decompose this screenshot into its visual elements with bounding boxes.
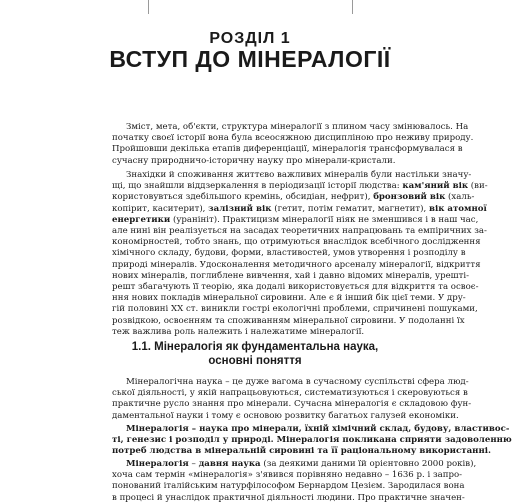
text-line: початку своєї історії вона була всеосяжною дисципліною про неживу природу. xyxy=(112,133,474,144)
text-line: хімічного складу, будови, форми, властивостей, умов утворення і розподілу в xyxy=(112,248,466,259)
term-stone-age: кам'яний вік xyxy=(402,181,469,192)
text-line: хоча сам термін «мінералогія» з'явився порівняно недавно – 1636 р. і запро- xyxy=(112,470,463,481)
text-line: Зміст, мета, об'єкти, структура мінералогії з плином часу змінювалось. На xyxy=(126,122,469,132)
history-mineralogy-paragraph xyxy=(112,459,477,504)
text-line: ті, генезис і розподіл у природі. Мінералогія покликана сприяти задоволенню xyxy=(112,435,512,446)
term-iron-age: залізний вік xyxy=(208,203,272,214)
section-heading-line: 1.1. Мінералогія як фундаментальна наука, xyxy=(131,341,379,353)
text-line: Пройшовши декілька етапів диференціації, мінералогія трансформувалася в xyxy=(112,144,463,155)
text-line: природі мінералів. Удосконалення методичного арсеналу мінералогії, відкриття xyxy=(112,259,481,270)
section-heading-line: основні поняття xyxy=(208,355,302,367)
text-line: Знахідки й споживання життєво важливих мінералів були настільки значу- xyxy=(126,170,472,180)
text-line: розвідкою, освоєнням та споживанням мінеральної сировини. У подоланні їх xyxy=(112,315,465,326)
chapter-title: ВСТУП ДО МІНЕРАЛОГІЇ xyxy=(109,46,391,72)
text-line: теж важлива роль належить і належатиме мінералогії. xyxy=(112,326,365,337)
text-line: практичне русло знання про мінерали. Сучасна мінералогія є складовою фун- xyxy=(112,399,472,410)
text-line: Мінералогія – наука про мінерали, їхній хімічний склад, будову, властивос- xyxy=(126,424,510,434)
section-heading xyxy=(112,340,398,368)
text-line: нових мінералів, поглиблене вивчення, хай і давно відомих мінералів, урешті- xyxy=(112,270,470,281)
page-top-line-left xyxy=(148,0,149,14)
term-atomic-age: вік атомної xyxy=(428,203,487,214)
text-line: ської діяльності, у якій напрацьовуються, систематизуються і скеровуються в xyxy=(112,388,468,399)
chapter-label: РОЗДІЛ 1 xyxy=(209,30,291,47)
term-bronze-age: бронзовий вік xyxy=(373,192,446,203)
text-line: кономірностей, тобто знань, що отримуються внаслідок всебічного дослідження xyxy=(112,237,481,248)
page-top-line-right xyxy=(352,0,353,14)
text-line: гій половині XX ст. виникли гострі екологічні проблеми, спричинені пошуками, xyxy=(112,304,478,315)
text-line: понований італійським натурфілософом Бернардом Цезієм. Зародилася вона xyxy=(112,481,465,492)
term-ancient-science: давня наука xyxy=(198,459,261,469)
text-line: щі, що знайшли віддзеркалення в періодизації історії людства: кам'яний вік (ви- xyxy=(112,181,488,192)
text-line: даментальної науки і тому є основою розвитку багатьох галузей економіки. xyxy=(112,410,459,421)
text-line: в процесі й унаслідок практичної діяльності людини. Про практичне значен- xyxy=(112,492,465,503)
science-paragraph xyxy=(112,377,472,422)
text-line: енергетики (уранініт). Практицизм мінералогії ніяк не зменшився і в наш час, xyxy=(112,214,479,225)
definition-paragraph xyxy=(112,424,512,458)
text-line: решт збагачують її теорію, яка додалі використовується для відкриття та освоє- xyxy=(112,282,479,293)
text-line: потреб людства в мінеральній сировині та її раціональному використанні. xyxy=(112,446,492,457)
intro-paragraph xyxy=(112,122,474,167)
text-line: копірит, каситерит), залізний вік (гетит, потім гематит, магнетит), вік атомної xyxy=(112,203,487,214)
term-energy: енергетики xyxy=(112,214,171,225)
text-line: сучасну природничо-історичну науку про мінерали-кристали. xyxy=(112,155,396,166)
history-paragraph xyxy=(112,170,488,338)
term-mineralogy: Мінералогія xyxy=(126,459,189,469)
text-line: Мінералогічна наука – це дуже вагома в сучасному суспільстві сфера люд- xyxy=(126,377,469,387)
text-line: але нині він реалізується на засадах теоретичних напрацювань та емпіричних за- xyxy=(112,226,487,237)
text-line: Мінералогія – давня наука (за деякими даними їй орієнтовно 2000 років), xyxy=(126,459,477,469)
text-line: ння нових покладів мінеральної сировини. Але є й інший бік цієї теми. У дру- xyxy=(112,293,466,304)
text-line: користовувться здебільшого кремінь, обсидіан, нефрит), бронзовий вік (халь- xyxy=(112,192,475,203)
